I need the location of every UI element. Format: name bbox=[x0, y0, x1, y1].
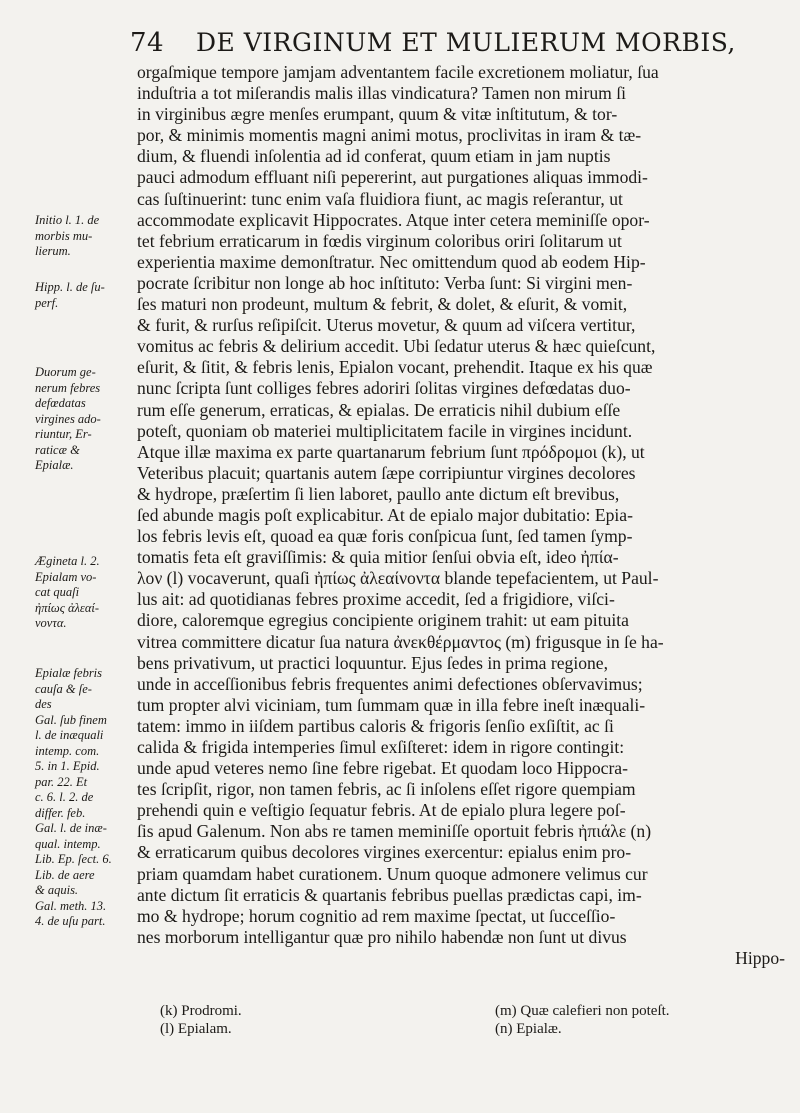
margin-note-line: νοντα. bbox=[35, 616, 67, 630]
footnote: (m) Quæ calefieri non poteſt. bbox=[495, 1003, 670, 1019]
text-line: lus ait: ad quotidianas febres proxime accedit, ſed a frigidiore, viſci- bbox=[137, 589, 615, 610]
text-line: tatem: immo in iiſdem partibus caloris & frigoris ſenſio exſiſtit, ac ſi bbox=[137, 715, 614, 736]
text-line: λον (l) vocaverunt, quaſi ἠπίως ἀλεαίνοντα blande tepefacientem, ut Paul- bbox=[137, 568, 659, 589]
text-line: unde apud veteres nemo ſine febre rigebat. Et quodam loco Hippocra- bbox=[137, 758, 628, 779]
text-line: accommodate explicavit Hippocrates. Atque inter cetera meminiſſe opor- bbox=[137, 209, 650, 230]
margin-note-5 bbox=[35, 666, 135, 930]
margin-note-1 bbox=[35, 213, 135, 260]
text-line: in virginibus ægre menſes erumpant, quum & vitæ inſtitutum, & tor- bbox=[137, 104, 618, 125]
margin-note-line: Epialam vo- bbox=[35, 569, 97, 584]
margin-note-line: Ægineta l. 2. bbox=[35, 554, 100, 568]
margin-note-line: des bbox=[35, 697, 52, 711]
margin-note-3 bbox=[35, 365, 135, 474]
margin-note-line: l. de inæquali bbox=[35, 728, 104, 742]
text-line: orgaſmique tempore jamjam adventantem facile excretionem moliatur, ſua bbox=[137, 62, 659, 82]
text-line: nes morborum intelligantur quæ pro nihilo habendæ non ſunt ut divus bbox=[137, 926, 627, 947]
margin-note-line: ἠπίως ἀλεαί- bbox=[35, 600, 100, 615]
margin-note-line: Gal. l. de inæ- bbox=[35, 821, 107, 835]
text-line: tum propter alvi viciniam, tum ſummam quæ in illa febre ineſt inæquali- bbox=[137, 694, 646, 715]
footnote: (n) Epialæ. bbox=[495, 1021, 562, 1037]
margin-note-line: 5. in 1. Epid. bbox=[35, 759, 100, 773]
margin-note-line: Epialæ febris bbox=[35, 666, 103, 680]
main-text-block bbox=[137, 62, 785, 969]
margin-note-line: Lib. de aere bbox=[35, 867, 95, 882]
margin-note-line: Gal. ſub finem bbox=[35, 712, 107, 727]
text-line: calida & frigida intemperies ſimul exſiſteret: idem in rigore contingit: bbox=[137, 737, 625, 757]
margin-note-line: virgines ado- bbox=[35, 411, 101, 426]
text-line: ſes maturi non prodeunt, multum & febrit, & dolet, & eſurit, & vomit, bbox=[137, 294, 628, 315]
text-line: pauci admodum effluant niſi pepererint, aut purgationes aliquas immodi- bbox=[137, 167, 648, 188]
text-line: Atque illæ maxima ex parte quartanarum febrium ſunt πρόδρομοι (k), ut bbox=[137, 441, 645, 462]
margin-note-line: & aquis. bbox=[35, 883, 79, 897]
text-line: induſtria a tot miſerandis malis illas vindicatura? Tamen non mirum ſi bbox=[137, 83, 627, 104]
margin-note-line: perf. bbox=[35, 295, 59, 310]
text-line: ſis apud Galenum. Non abs re tamen meminiſſe oportuit febris ἠπιάλε (n) bbox=[137, 821, 652, 842]
text-line: & furit, & rurſus reſipiſcit. Uterus movetur, & quum ad viſcera vertitur, bbox=[137, 315, 636, 336]
text-line: dium, & fluendi inſolentia ad id conferat, quum etiam in jam nuptis bbox=[137, 146, 611, 167]
margin-note-line: Gal. meth. 13. bbox=[35, 898, 107, 913]
text-line: & hydrope, præſertim ſi lien laboret, paullo ante dictum eſt brevibus, bbox=[137, 483, 620, 504]
text-line: Veteribus placuit; quartanis autem ſæpe corripiuntur virgines decolores bbox=[137, 462, 636, 483]
margin-note-2 bbox=[35, 280, 135, 311]
margin-note-line: par. 22. Et bbox=[35, 774, 88, 789]
text-line: Hippo- bbox=[735, 947, 785, 968]
text-line: por, & minimis momentis magni animi motus, proclivitas in iram & tæ- bbox=[137, 125, 642, 146]
margin-note-line: Epialæ. bbox=[35, 458, 74, 472]
margin-note-line: differ. feb. bbox=[35, 805, 86, 820]
footnotes-right-column bbox=[495, 1002, 670, 1038]
text-line: vomitus ac febris & delirium accedit. Ubi ſedatur uterus & hæc quieſcunt, bbox=[137, 336, 656, 357]
text-line: ante dictum ſit erraticis & quartanis febribus puellas prædictas capi, im- bbox=[137, 884, 642, 905]
text-line: ſed abunde magis poſt explicabitur. At de epialo major dubitatio: Epia- bbox=[137, 504, 633, 525]
margin-note-line: qual. intemp. bbox=[35, 836, 101, 851]
page-number: 74 bbox=[130, 28, 165, 58]
margin-note-line: riuntur, Er- bbox=[35, 427, 92, 441]
margin-note-line: Lib. Ep. ſect. 6. bbox=[35, 852, 112, 866]
text-line: mo & hydrope; horum cognitio ad rem maxime ſpectat, ut ſucceſſio- bbox=[137, 905, 616, 926]
text-line: tomatis feta eſt graviſſimis: & quia mitior ſenſui obvia eſt, ideo ἠπία- bbox=[137, 547, 619, 568]
text-line: bens privativum, ut practici loquuntur. Ejus ſedes in prima regione, bbox=[137, 652, 609, 673]
text-line: tet febrium erraticarum in fœdis virginum coloribus oriri ſolitarum ut bbox=[137, 230, 622, 251]
margin-note-line: c. 6. l. 2. de bbox=[35, 790, 94, 804]
text-line: cas ſuſtinuerint: tunc enim vaſa fluidiora fiunt, ac magis reſerantur, ut bbox=[137, 188, 623, 209]
footnotes-left-column bbox=[160, 1002, 242, 1038]
text-line: unde in acceſſionibus febris frequentes animi defectiones obſervavimus; bbox=[137, 673, 643, 694]
margin-note-line: cauſa & ſe- bbox=[35, 681, 92, 696]
running-title: DE VIRGINUM ET MULIERUM MORBIS, bbox=[196, 28, 736, 57]
text-line: eſurit, & ſitit, & febris lenis, Epialon vocant, prehendit. Itaque ex his quæ bbox=[137, 357, 653, 378]
margin-note-line: Initio l. 1. de bbox=[35, 213, 100, 227]
margin-note-line: Hipp. l. de ſu- bbox=[35, 280, 105, 294]
text-line: poteſt, quoniam ob materiei multiplicitatem facile in virgines incidunt. bbox=[137, 420, 633, 441]
margin-note-line: nerum febres bbox=[35, 380, 101, 395]
margin-note-line: morbis mu- bbox=[35, 228, 93, 243]
text-line: prehendi quin e veſtigio ſequatur febris. At de epialo plura legere poſ- bbox=[137, 800, 626, 821]
text-line: priam quamdam habet curationem. Unum quoque admonere velimus cur bbox=[137, 863, 648, 884]
footnote: (k) Prodromi. bbox=[160, 1003, 242, 1019]
footnote: (l) Epialam. bbox=[160, 1021, 232, 1037]
margin-note-line: Duorum ge- bbox=[35, 365, 96, 379]
text-line: diore, caloremque egregius concipiente originem trahit: ut eam pituita bbox=[137, 610, 629, 631]
margin-note-4 bbox=[35, 554, 135, 632]
text-line: experientia maxime demonſtratur. Nec omittendum quod ab eodem Hip- bbox=[137, 251, 646, 272]
margin-note-line: intemp. com. bbox=[35, 743, 100, 758]
margin-note-line: cat quaſi bbox=[35, 585, 80, 599]
text-line: & erraticarum quibus decolores virgines exercentur: epialus enim pro- bbox=[137, 842, 632, 863]
margin-note-line: lierum. bbox=[35, 244, 71, 258]
text-line: tes ſcripſit, rigor, non tamen febris, ac ſi inſolens eſſet rigore quempiam bbox=[137, 779, 636, 800]
text-line: vitrea committere dicatur ſua natura ἀνεκθέρμαντος (m) frigusque in ſe ha- bbox=[137, 631, 664, 652]
text-line: pocrate ſcribitur non longe ab hoc inſtituto: Verba ſunt: Si virgini men- bbox=[137, 272, 633, 293]
margin-note-line: defœdatas bbox=[35, 396, 86, 410]
margin-note-line: 4. de uſu part. bbox=[35, 914, 106, 928]
margin-note-line: raticæ & bbox=[35, 442, 80, 457]
text-line: los febris levis eſt, quoad ea quæ foris conſpicua ſunt, ſed tamen ſymp- bbox=[137, 526, 633, 547]
text-line: nunc ſcripta ſunt colliges febres adoriri ſolitas virgines defœdatas duo- bbox=[137, 378, 631, 399]
text-line: rum eſſe generum, erraticas, & epialas. De erraticis nihil dubium eſſe bbox=[137, 399, 621, 420]
